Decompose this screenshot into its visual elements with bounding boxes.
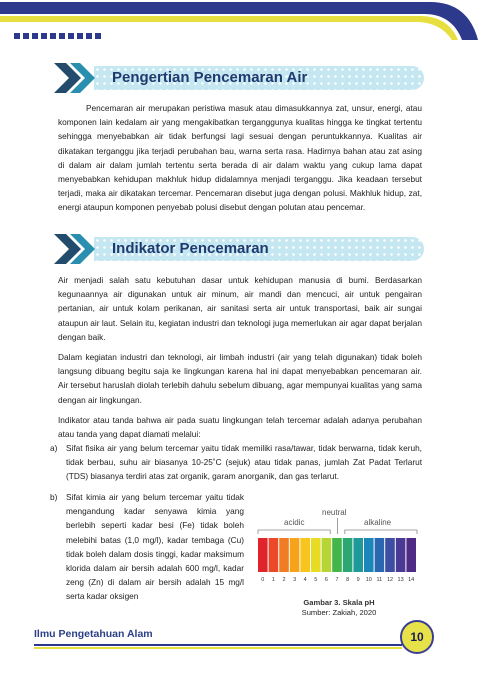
acidic-label: acidic: [284, 518, 305, 527]
section-title: Indikator Pencemaran: [112, 240, 269, 257]
ph-tick-label-2: 2: [282, 577, 286, 583]
ph-color-bar-9: [353, 538, 363, 572]
ph-tick-label-6: 6: [324, 577, 328, 583]
ph-tick-label-4: 4: [303, 577, 307, 583]
ph-tick-label-8: 8: [346, 577, 350, 583]
neutral-label: neutral: [322, 508, 347, 517]
footer-divider: [34, 642, 434, 650]
ph-color-bar-10: [364, 538, 374, 572]
paragraph-limbah-industri: Dalam kegiatan industri dan teknologi, air limbah industri (air yang telah digunakan) tidak boleh langsung dibuang begitu saja ke lingkungan karena hal ini dapat menyebabkan pencemaran air. Air tersebut haruslah diolah terlebih dahulu sebelum dibuang, agar mempunyai kualitas yang sama dengan air lingkungan.: [58, 352, 422, 405]
list-item-sifat-fisika: [50, 441, 422, 484]
footer-subject-title: Ilmu Pengetahuan Alam: [34, 628, 153, 640]
list-marker: b): [50, 492, 58, 502]
ph-color-bar-0: [258, 538, 268, 572]
ph-color-bar-11: [375, 538, 385, 572]
ph-color-bar-14: [406, 538, 416, 572]
chevron-arrow-icon: [54, 234, 98, 264]
paragraph-indikator-intro: Indikator atau tanda bahwa air pada suatu lingkungan telah tercemar adalah adanya perubahan atau tanda yang dapat diamati melalui:: [58, 415, 422, 440]
ph-tick-label-12: 12: [386, 577, 394, 583]
ph-color-bar-1: [269, 538, 279, 572]
list-marker: a): [50, 443, 58, 453]
figure-source: Sumber: Zakiah, 2020: [301, 608, 377, 617]
paragraph-pengertian: Pencemaran air merupakan peristiwa masuk atau dimasukkannya zat, unsur, energi, atau komponen lain kedalam air yang mengakibatkan terganggunya kualitas hingga ke tingkat tertentu sehingga menyebabkan air tidak berfungsi lagi sesuai dengan peruntukkannya. Kualitas air dikatakan terganggu jika terjadi perubahan bau, warna serta rasa. Hadirnya bahan atau zat asing di dalam air dalam jumlah tertentu serta berada di air dalam waktu yang cukup lama dapat menyebabkan kehidupan makhluk hidup didalamnya menjadi terganggu. Jika keadaan tersebut terjadi, maka air dikatakan tercemar. Pencemaran disebut juga dengan polusi. Makhluk hidup, zat, energi ataupun komponen penyebab polusi disebut dengan polutan atau pencemar.: [58, 103, 422, 213]
ph-color-bar-4: [300, 538, 310, 572]
ph-tick-label-10: 10: [365, 577, 372, 583]
acidic-bracket: [258, 530, 330, 534]
ph-tick-label-3: 3: [293, 577, 297, 583]
ph-color-bar-12: [385, 538, 395, 572]
list-item-sifat-kimia: [50, 490, 244, 604]
ph-color-bar-6: [322, 538, 332, 572]
alkaline-label: alkaline: [364, 518, 392, 527]
section-heading-pengertian: [54, 63, 424, 93]
ph-color-bar-5: [311, 538, 321, 572]
ph-tick-label-9: 9: [356, 577, 360, 583]
ph-tick-label-13: 13: [397, 577, 404, 583]
ph-tick-label-5: 5: [314, 577, 318, 583]
list-item-text: Sifat kimia air yang belum tercemar yaitu tidak mengandung kadar senyawa kimia yang berlebih seperti kadar besi (Fe) tidak boleh melebihi batas (1,0 mg/l), kadar tembaga (Cu) tidak boleh dalam dosis tinggi, kadar maksimum klorida dalam air bersih adalah 600 mg/l, kadar zeng (Zn) di dalam air bersih adalah 15 mg/l serta kadar oksigen: [66, 492, 244, 602]
figure-caption: Gambar 3. Skala pH: [303, 598, 375, 607]
ph-color-bar-7: [332, 538, 342, 572]
section-title: Pengertian Pencemaran Air: [112, 69, 308, 86]
header-dots: [14, 33, 101, 39]
ph-tick-label-11: 11: [376, 577, 383, 583]
paragraph-kebutuhan-air: Air menjadi salah satu kebutuhan dasar untuk kehidupan manusia di bumi. Berdasarkan kegunaannya air digunakan untuk air minum, air mandi dan mencuci, air untuk pengairan pertanian, air untuk kolam perikanan, air sanitasi serta air untuk transportasi, baik air sungai ataupun air laut. Selain itu, kegiatan industri dan teknologi juga memerlukan air agar dapat berjalan dengan baik.: [58, 275, 422, 342]
ph-tick-label-14: 14: [408, 577, 415, 583]
list-item-text: Sifat fisika air yang belum tercemar yaitu tidak memiliki rasa/tawar, tidak berwarna, tidak keruh, tidak berbau, suhu air biasanya 10-25˚C (sejuk) atau tidak panas, jumlah Zat Padat Terlarut (TDS) biasanya terdiri atas zat organik, garam anorganik, dan gas terlarut.: [66, 443, 422, 482]
chevron-arrow-icon: [54, 63, 98, 93]
section-heading-indikator: [54, 234, 424, 264]
ph-tick-label-0: 0: [261, 577, 265, 583]
alkaline-bracket: [345, 530, 417, 534]
ph-color-bar-2: [279, 538, 289, 572]
ph-color-bar-13: [396, 538, 406, 572]
ph-tick-label-7: 7: [335, 577, 339, 583]
ph-scale-figure: [252, 504, 426, 592]
ph-scale-chart: [252, 504, 426, 592]
ph-tick-label-1: 1: [271, 577, 275, 583]
ph-color-bar-3: [290, 538, 300, 572]
ph-color-bar-8: [343, 538, 353, 572]
page-number: 10: [400, 620, 434, 654]
